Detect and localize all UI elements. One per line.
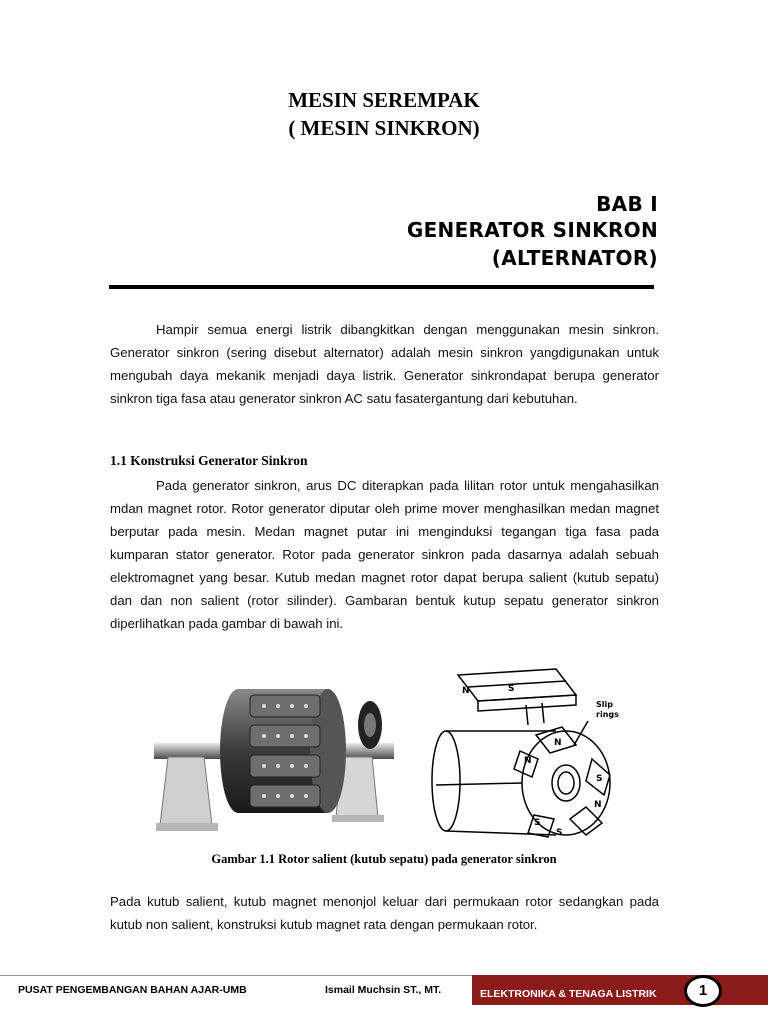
rotor-photo: [146, 665, 402, 845]
pole-label: N: [524, 756, 532, 766]
chapter-title-line1: GENERATOR SINKRON: [406, 218, 658, 242]
intro-first-line: Hampir semua energi listrik dibangkitkan dengan menggunakan mesin sinkron.: [156, 322, 659, 337]
intro-paragraph: [110, 318, 659, 410]
document-subtitle: ( MESIN SINKRON): [288, 116, 480, 140]
intro-body: Generator sinkron (sering disebut alternator) adalah mesin sinkron yangdigunakan untuk mengubah daya mekanik menjadi daya listrik. Generator sinkrondapat berupa generator sinkron tiga fasa atau generator sinkron AC satu fasatergantung dari kebutuhan.: [110, 345, 659, 406]
pole-label: N: [594, 800, 602, 810]
rotor-diagram: [416, 665, 622, 845]
closing-paragraph: Pada kutub salient, kutub magnet menonjol keluar dari permukaan rotor sedangkan pada kutub non salient, konstruksi kutub magnet rata dengan permukaan rotor.: [110, 894, 659, 932]
section-first-line: Pada generator sinkron, arus DC diterapkan pada lilitan rotor untuk: [156, 478, 565, 493]
pole-label: S: [508, 684, 515, 694]
chapter-number: BAB I: [596, 192, 658, 216]
footer-course: ELEKTRONIKA & TENAGA LISTRIK: [480, 988, 657, 1000]
footer-author: Ismail Muchsin ST., MT.: [325, 984, 442, 996]
chapter-title-line2: (ALTERNATOR): [491, 246, 658, 270]
slip-label-2: rings: [596, 710, 619, 719]
pole-label: N: [554, 738, 562, 748]
pole-label: N: [462, 686, 470, 696]
pole-label: S: [534, 818, 541, 828]
figure-caption: Gambar 1.1 Rotor salient (kutub sepatu) pada generator sinkron: [211, 852, 557, 866]
pole-label: S: [596, 774, 603, 784]
document-title: MESIN SEREMPAK: [288, 88, 480, 112]
slip-label-1: Slip: [596, 700, 613, 709]
page-number: 1: [684, 975, 722, 1007]
section-heading: 1.1 Konstruksi Generator Sinkron: [110, 453, 308, 468]
pole-label: S: [556, 828, 563, 838]
footer-institution: PUSAT PENGEMBANGAN BAHAN AJAR-UMB: [18, 984, 247, 996]
chapter-divider: [109, 285, 654, 289]
section-body: mengahasilkan mdan magnet rotor. Rotor generator diputar oleh prime mover menghasilkan medan magnet berputar pada mesin. Medan magnet putar ini menginduksi tegangan tiga fasa pada kumparan stator generator. Rotor pada generator sinkron pada dasarnya adalah sebuah elektromagnet yang besar. Kutub medan magnet rotor dapat berupa salient (kutub sepatu) dan dan non salient (rotor silinder). Gambaran bentuk kutup sepatu generator sinkron diperlihatkan pada gambar di bawah ini.: [110, 478, 660, 631]
section-paragraph: [110, 474, 659, 635]
